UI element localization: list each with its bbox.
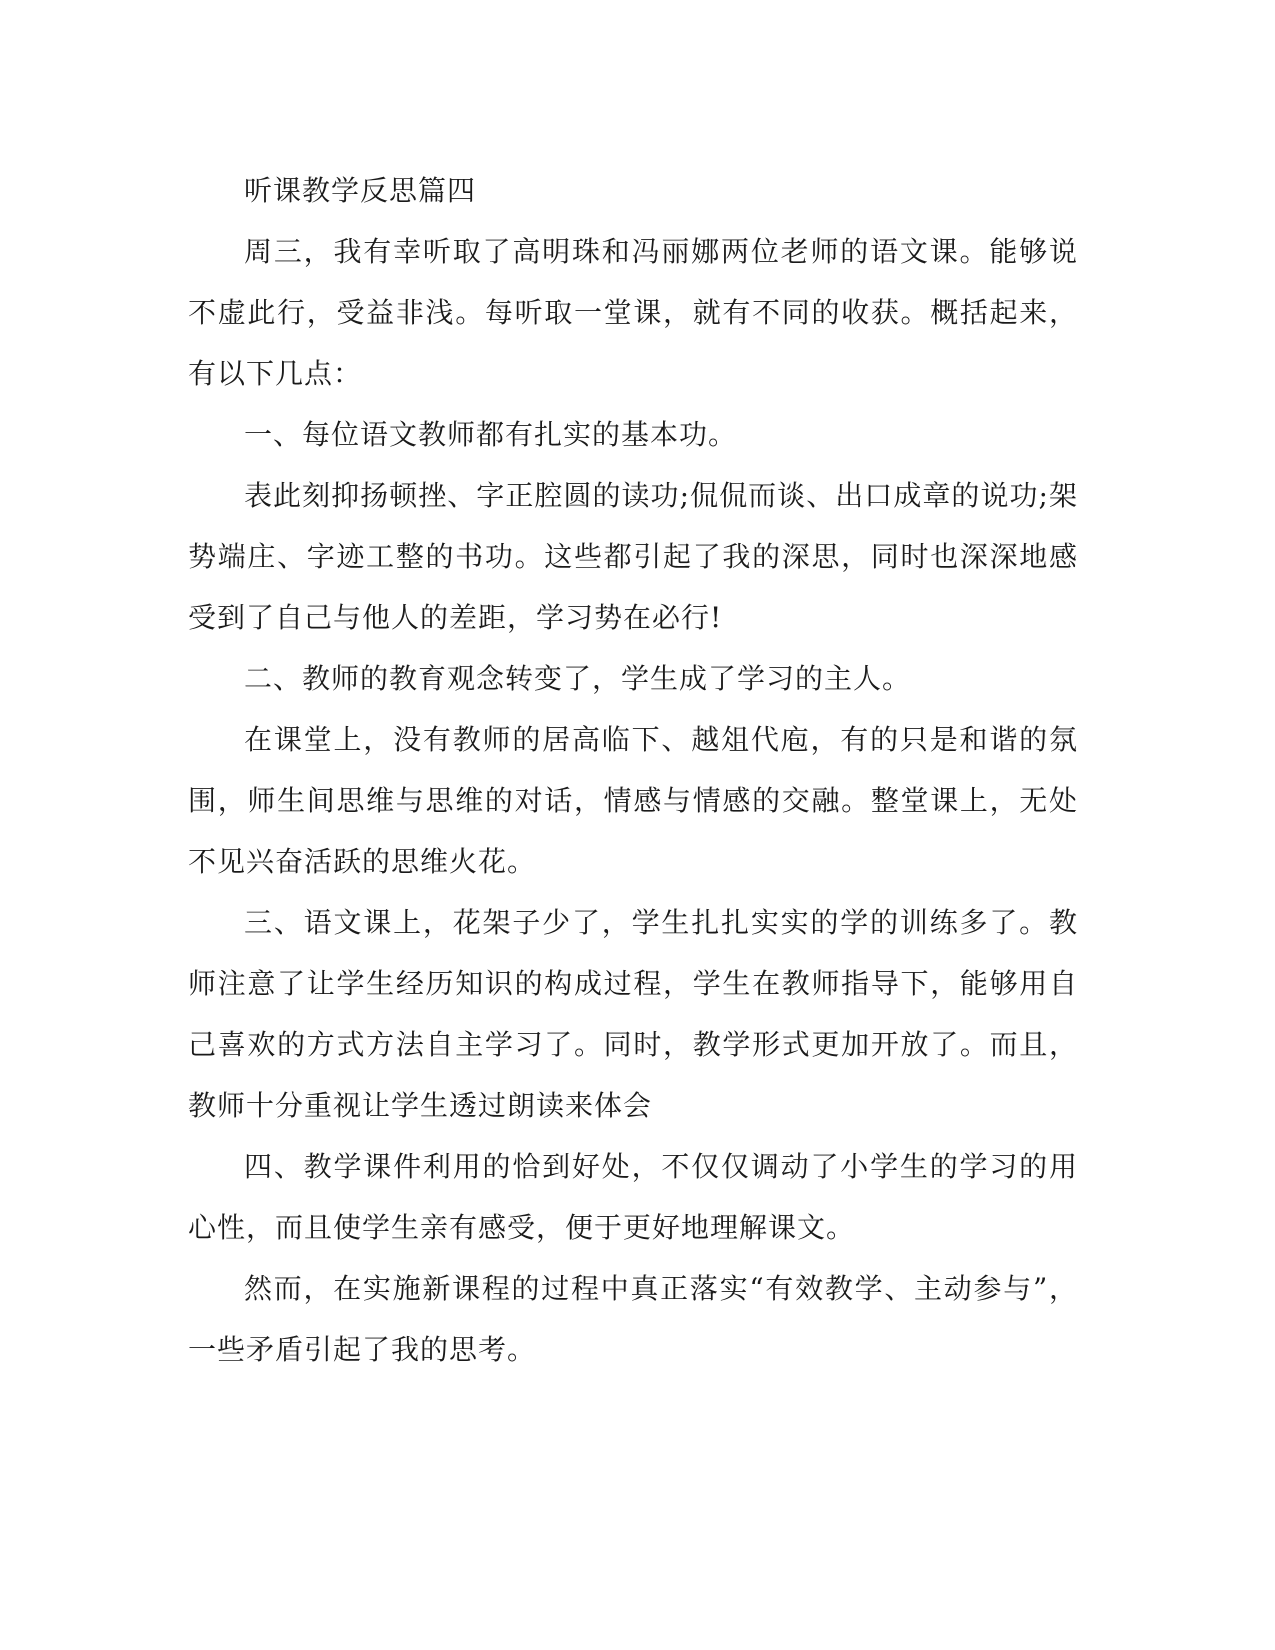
paragraph: 四、教学课件利用的恰到好处，不仅仅调动了小学生的学习的用心性，而且使学生亲有感受，便于更好地理解课文。 — [188, 1150, 1078, 1244]
document-title: 听课教学反思篇四 — [244, 174, 477, 207]
paragraph: 表此刻抑扬顿挫、字正腔圆的读功;侃侃而谈、出口成章的说功;架势端庄、字迹工整的书功。这些都引起了我的深思，同时也深深地感受到了自己与他人的差距，学习势在必行! — [188, 479, 1078, 634]
paragraph: 在课堂上，没有教师的居高临下、越俎代庖，有的只是和谐的氛围，师生间思维与思维的对话，情感与情感的交融。整堂课上，无处不见兴奋活跃的思维火花。 — [188, 723, 1078, 878]
paragraph: 然而，在实施新课程的过程中真正落实“有效教学、主动参与”，一些矛盾引起了我的思考。 — [188, 1272, 1078, 1366]
paragraph: 一、每位语文教师都有扎实的基本功。 — [244, 418, 738, 451]
document-body — [188, 160, 1078, 1380]
paragraph: 二、教师的教育观念转变了，学生成了学习的主人。 — [244, 662, 912, 695]
paragraph: 周三，我有幸听取了高明珠和冯丽娜两位老师的语文课。能够说不虚此行，受益非浅。每听取一堂课，就有不同的收获。概括起来，有以下几点： — [188, 235, 1078, 390]
paragraph: 三、语文课上，花架子少了，学生扎扎实实的学的训练多了。教师注意了让学生经历知识的构成过程，学生在教师指导下，能够用自己喜欢的方式方法自主学习了。同时，教学形式更加开放了。而且，教师十分重视让学生透过朗读来体会 — [188, 906, 1078, 1122]
